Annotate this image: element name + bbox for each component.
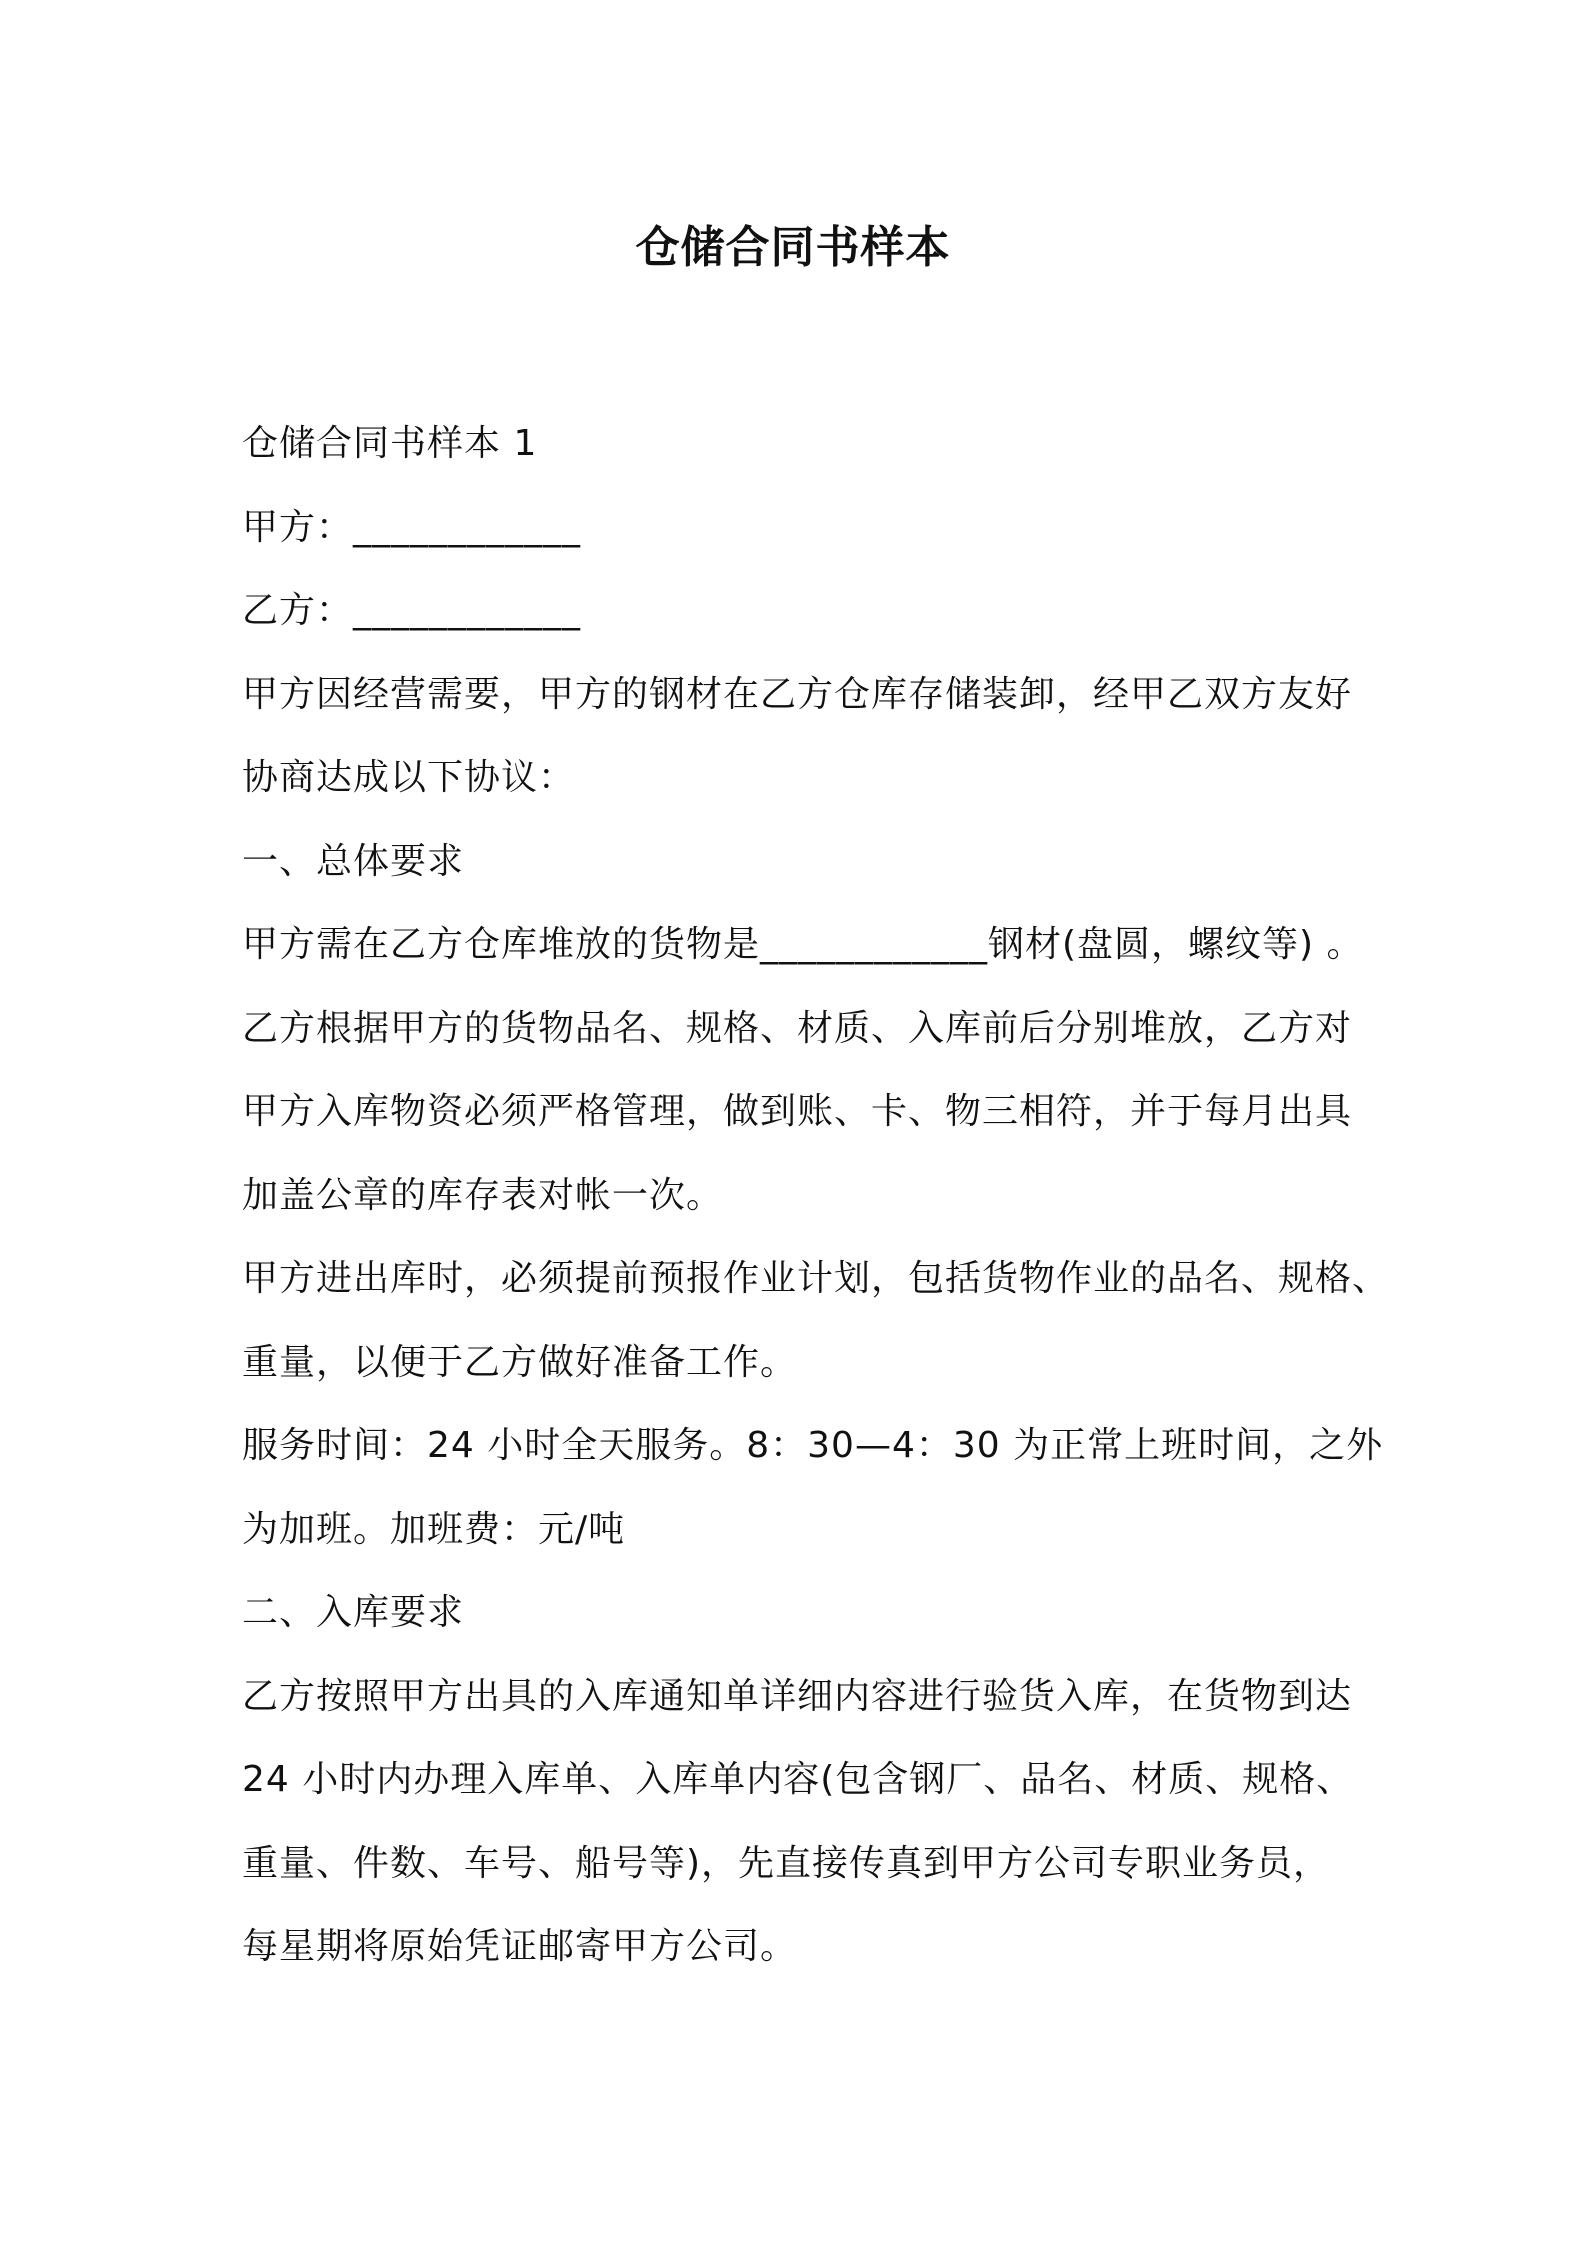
- paragraph-line: 乙方按照甲方出具的入库通知单详细内容进行验货入库，在货物到达: [242, 1675, 1353, 1717]
- paragraph-line: 协商达成以下协议：: [242, 757, 576, 798]
- paragraph-line: 甲方需在乙方仓库堆放的货物是____________钢材(盘圆，螺纹等) 。: [242, 924, 1364, 965]
- section-heading-inbound: 二、入库要求: [242, 1592, 465, 1633]
- paragraph-line: 每星期将原始凭证邮寄甲方公司。: [242, 1926, 798, 1967]
- sample-heading: 仓储合同书样本 1: [242, 423, 538, 464]
- paragraph-line: 乙方根据甲方的货物品名、规格、材质、入库前后分别堆放，乙方对: [242, 1007, 1353, 1049]
- paragraph-line: 为加班。加班费：元/吨: [242, 1508, 626, 1550]
- paragraph-line: 重量、件数、车号、船号等)，先直接传真到甲方公司专职业务员，: [242, 1842, 1331, 1884]
- paragraph-line: 服务时间：24 小时全天服务。8：30—4：30 为正常上班时间，之外: [242, 1425, 1384, 1466]
- paragraph-line: 甲方入库物资必须严格管理，做到账、卡、物三相符，并于每月出具: [242, 1091, 1353, 1132]
- paragraph-line: 重量，以便于乙方做好准备工作。: [242, 1341, 798, 1383]
- document-title: 仓储合同书样本: [635, 222, 951, 273]
- paragraph-line: 24 小时内办理入库单、入库单内容(包含钢厂、品名、材质、规格、: [242, 1759, 1354, 1800]
- section-heading-general: 一、总体要求: [242, 840, 465, 882]
- paragraph-line: 甲方进出库时，必须提前预报作业计划，包括货物作业的品名、规格、: [242, 1258, 1390, 1299]
- party-a-line: 甲方：____________: [242, 506, 582, 548]
- paragraph-line: 加盖公章的库存表对帐一次。: [242, 1174, 724, 1216]
- document-body: [242, 402, 1390, 1989]
- paragraph-line: 甲方因经营需要，甲方的钢材在乙方仓库存储装卸，经甲乙双方友好: [242, 673, 1353, 715]
- party-b-line: 乙方：____________: [242, 590, 582, 631]
